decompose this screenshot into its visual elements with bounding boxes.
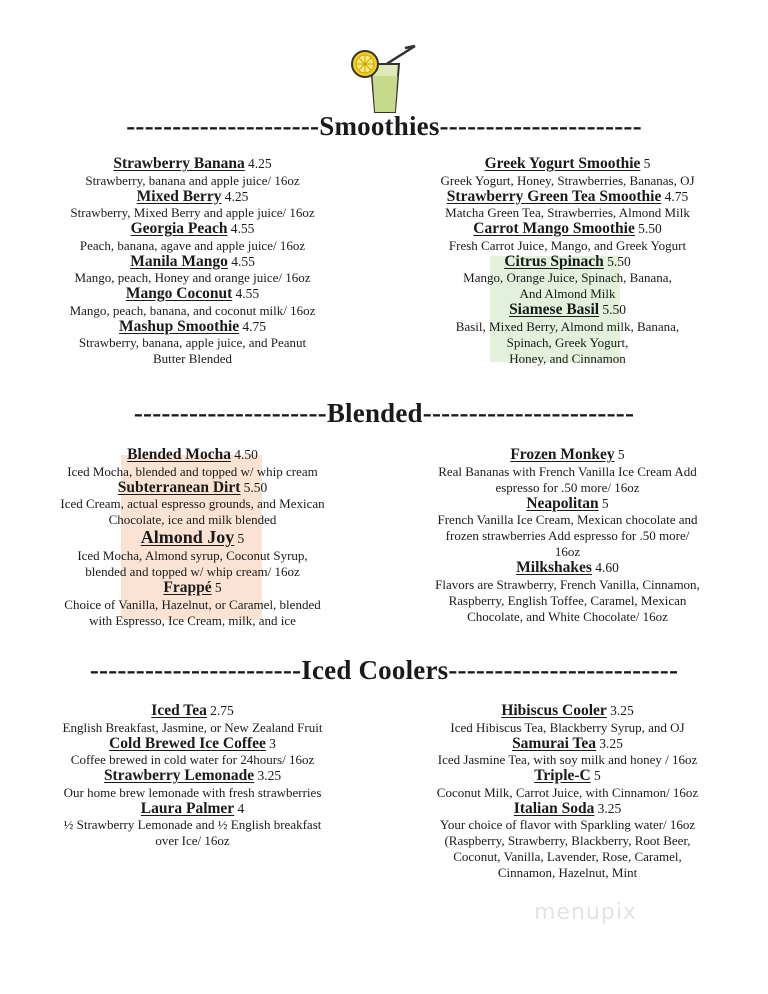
menu-item-name: Subterranean Dirt: [117, 478, 241, 496]
menu-item-price: 5: [601, 495, 609, 511]
menu-item-description: Raspberry, English Toffee, Caramel, Mexican: [448, 592, 687, 608]
menu-item: [395, 156, 740, 189]
menu-item-description: espresso for .50 more/ 16oz: [495, 479, 640, 495]
menu-item-title: [395, 703, 740, 720]
menu-item-description: Strawberry, banana, apple juice, and Peanut: [78, 335, 307, 350]
menu-item-price: 5.50: [243, 479, 268, 495]
menu-item-description: Choice of Vanilla, Hazelnut, or Caramel, blended: [64, 596, 321, 612]
menu-item: [20, 319, 365, 368]
menu-item-description: Iced Cream, actual espresso grounds, and Mexican: [60, 496, 325, 511]
menu-item: [20, 447, 365, 480]
menu-item-price: 5: [237, 531, 245, 546]
menu-item-description: Iced Mocha, blended and topped w/ whip cream: [67, 463, 318, 479]
menu-item: [20, 286, 365, 319]
menu-item-title: [20, 703, 365, 720]
menu-item-title: [20, 156, 365, 173]
menu-item-description: Peach, banana, agave and apple juice/ 16oz: [79, 237, 306, 253]
menu-item-description: Greek Yogurt, Honey, Strawberries, Bananas, OJ: [440, 172, 695, 188]
menu-item: [395, 703, 740, 736]
menu-item-description: Your choice of flavor with Sparkling water/ 16oz: [439, 817, 696, 832]
menu-item-description: Strawberry, banana and apple juice/ 16oz: [85, 172, 300, 188]
menu-item-title: [395, 496, 740, 513]
menu-item-title: [395, 801, 740, 818]
menu-item-name: Laura Palmer: [140, 799, 235, 817]
menu-item-description: Strawberry, Mixed Berry and apple juice/ 16oz: [70, 205, 315, 220]
menu-item-title: [395, 221, 740, 238]
menu-item-price: 4.25: [247, 156, 272, 171]
menu-item-price: 3.25: [597, 800, 622, 816]
menu-item: [395, 302, 740, 367]
menu-item-title: [20, 736, 365, 753]
menu-item-description: Coconut Milk, Carrot Juice, with Cinnamon/ 16oz: [436, 784, 699, 800]
menu-item-title: [20, 801, 365, 818]
menu-item: [395, 189, 740, 222]
menu-item-price: 4.75: [664, 188, 689, 204]
menu-item: [395, 768, 740, 801]
menu-item-price: 4.25: [224, 188, 249, 204]
menu-item-name: Samurai Tea: [512, 734, 597, 752]
smoothies-left-column: [20, 156, 365, 367]
lemonade-glass-icon: [343, 40, 423, 116]
menu-item-description: (Raspberry, Strawberry, Blackberry, Root Beer,: [444, 833, 691, 848]
menu-item-description: And Almond Milk: [519, 286, 616, 301]
menu-item-description: Cinnamon, Hazelnut, Mint: [497, 865, 638, 880]
menu-item-price: 4.55: [235, 286, 260, 301]
menu-item-title: [20, 221, 365, 238]
menu-item-description: Real Bananas with French Vanilla Ice Cream Add: [438, 463, 697, 479]
menu-item-name: Milkshakes: [516, 559, 592, 576]
menu-item-description: Iced Jasmine Tea, with soy milk and honey / 16oz: [437, 752, 698, 767]
menu-item-title: [395, 254, 740, 271]
menu-item-price: 3.25: [599, 735, 623, 751]
menu-item-name: Greek Yogurt Smoothie: [484, 155, 641, 172]
menu-item-name: Iced Tea: [151, 702, 207, 719]
menu-item-description: Butter Blended: [152, 351, 233, 366]
menu-item-description: with Espresso, Ice Cream, milk, and ice: [89, 612, 296, 628]
blended-right-column: [395, 447, 740, 625]
menu-item-price: 5.50: [638, 221, 662, 236]
menu-item: [20, 703, 365, 736]
menu-item-price: 3.25: [257, 768, 282, 783]
menu-item-price: 5.50: [607, 253, 631, 269]
menu-item: [395, 496, 740, 561]
menu-item-price: 2.75: [210, 703, 234, 718]
menu-item-title: [395, 560, 740, 577]
menu-item-title: [20, 319, 365, 336]
menu-item-description: Our home brew lemonade with fresh strawberries: [63, 784, 322, 800]
menu-item-price: 4.75: [242, 318, 267, 334]
menu-item-title: [395, 189, 740, 206]
smoothies-right-column: [395, 156, 740, 367]
menu-item-name: Carrot Mango Smoothie: [473, 220, 635, 237]
menu-item: [395, 736, 740, 769]
menu-item-title: [20, 528, 365, 548]
menu-item: [395, 221, 740, 254]
menu-item: [20, 801, 365, 850]
menu-item-price: 4.60: [595, 560, 619, 575]
menu-item-name: Cold Brewed Ice Coffee: [109, 734, 266, 752]
menu-item-description: Honey, and Cinnamon: [509, 350, 626, 366]
menu-item-price: 4.55: [230, 221, 255, 236]
menu-item-price: 4.50: [234, 447, 258, 462]
menu-item-title: [395, 302, 740, 319]
menu-item-description: Coffee brewed in cold water for 24hours/ 16oz: [70, 752, 315, 767]
menu-item-name: Mashup Smoothie: [118, 317, 240, 335]
menu-item: [20, 580, 365, 629]
menu-item-name: Frozen Monkey: [510, 446, 615, 463]
menu-item-description: Flavors are Strawberry, French Vanilla, Cinnamon,: [435, 576, 700, 592]
menu-item-name: Mixed Berry: [136, 187, 222, 205]
menu-item-price: 5: [594, 768, 601, 783]
menu-item-description: English Breakfast, Jasmine, or New Zealand Fruit: [62, 719, 323, 735]
menu-item-title: [395, 736, 740, 753]
menu-item: [20, 156, 365, 189]
menu-item-description: Fresh Carrot Juice, Mango, and Greek Yogurt: [448, 237, 687, 253]
menu-item-price: 5.50: [602, 302, 626, 317]
menu-item: [20, 528, 365, 580]
menu-item-name: Neapolitan: [526, 494, 599, 512]
menu-item-title: [395, 156, 740, 173]
heading-iced-coolers: -----------------------Iced Coolers-------------------------: [89, 655, 679, 685]
menu-item-name: Citrus Spinach: [504, 252, 604, 270]
menu-item-description: over Ice/ 16oz: [155, 833, 230, 848]
menu-item: [20, 480, 365, 529]
menu-item-price: 4.55: [231, 253, 255, 269]
menu-item-name: Strawberry Banana: [113, 155, 245, 172]
menu-item-title: [20, 189, 365, 206]
menu-item-description: Chocolate, and White Chocolate/ 16oz: [467, 608, 668, 624]
menu-item-title: [20, 580, 365, 597]
menu-item-description: blended and topped w/ whip cream/ 16oz: [85, 564, 300, 579]
iced-coolers-right-column: [395, 703, 740, 881]
menu-item-description: Spinach, Greek Yogurt,: [506, 334, 629, 350]
menu-item-name: Mango Coconut: [125, 285, 233, 302]
menu-item: [395, 254, 740, 303]
menu-item-name: Blended Mocha: [127, 446, 231, 463]
menu-item: [395, 447, 740, 496]
menu-item-title: [20, 480, 365, 497]
menu-item-description: Iced Mocha, Almond syrup, Coconut Syrup,: [77, 548, 308, 563]
menu-item: [20, 254, 365, 287]
menu-item-title: [20, 254, 365, 271]
menu-item: [20, 189, 365, 222]
menu-item-title: [20, 447, 365, 464]
menu-item-title: [395, 447, 740, 464]
menu-item-name: Frappé: [163, 579, 212, 596]
menu-item-description: 16oz: [554, 544, 581, 559]
menu-item-description: frozen strawberries Add espresso for .50 more/: [445, 528, 690, 543]
menu-item: [20, 768, 365, 801]
menu-item-description: Coconut, Vanilla, Lavender, Rose, Caramel,: [453, 849, 682, 864]
menu-item-name: Italian Soda: [513, 799, 595, 817]
menu-item: [20, 221, 365, 254]
heading-blended: ---------------------Blended-----------------------: [133, 398, 635, 428]
menu-item-name: Triple-C: [534, 767, 591, 784]
heading-smoothies: ---------------------Smoothies----------------------: [126, 111, 642, 141]
menu-item-description: ½ Strawberry Lemonade and ½ English breakfast: [63, 817, 322, 832]
menu-item-description: Mango, Orange Juice, Spinach, Banana,: [463, 270, 672, 285]
menu-item-price: 5: [617, 447, 625, 462]
blended-left-column: [20, 447, 365, 629]
menu-item-name: Hibiscus Cooler: [501, 702, 607, 719]
menu-item-description: Chocolate, ice and milk blended: [108, 512, 277, 527]
menu-item-title: [395, 768, 740, 785]
menu-item-description: Iced Hibiscus Tea, Blackberry Syrup, and OJ: [450, 719, 685, 735]
iced-coolers-left-column: [20, 703, 365, 849]
menu-item-price: 5: [643, 156, 651, 171]
menu-item-price: 5: [214, 580, 222, 595]
menu-item-title: [20, 768, 365, 785]
watermark: menupix: [534, 900, 637, 925]
menu-item-price: 3.25: [610, 703, 634, 718]
menu-item-description: Mango, peach, banana, and coconut milk/ 16oz: [69, 302, 316, 318]
menu-item-name: Strawberry Lemonade: [103, 767, 255, 784]
menu-item: [395, 560, 740, 625]
menu-item-name: Siamese Basil: [509, 301, 600, 318]
menu-item-description: French Vanilla Ice Cream, Mexican chocolate and: [437, 512, 698, 527]
menu-item-description: Mango, peach, Honey and orange juice/ 16oz: [74, 270, 311, 285]
menu-item-title: [20, 286, 365, 303]
menu-item: [20, 736, 365, 769]
menu-item-name: Strawberry Green Tea Smoothie: [446, 187, 662, 205]
menu-item-name: Manila Mango: [130, 252, 228, 270]
menu-item: [395, 801, 740, 882]
menu-item-price: 3: [269, 735, 276, 751]
menu-item-name: Almond Joy: [140, 527, 235, 547]
menu-item-price: 4: [237, 800, 245, 816]
menu-item-description: Matcha Green Tea, Strawberries, Almond Milk: [445, 205, 690, 220]
menu-item-description: Basil, Mixed Berry, Almond milk, Banana,: [455, 318, 680, 334]
menu-item-name: Georgia Peach: [130, 220, 228, 237]
